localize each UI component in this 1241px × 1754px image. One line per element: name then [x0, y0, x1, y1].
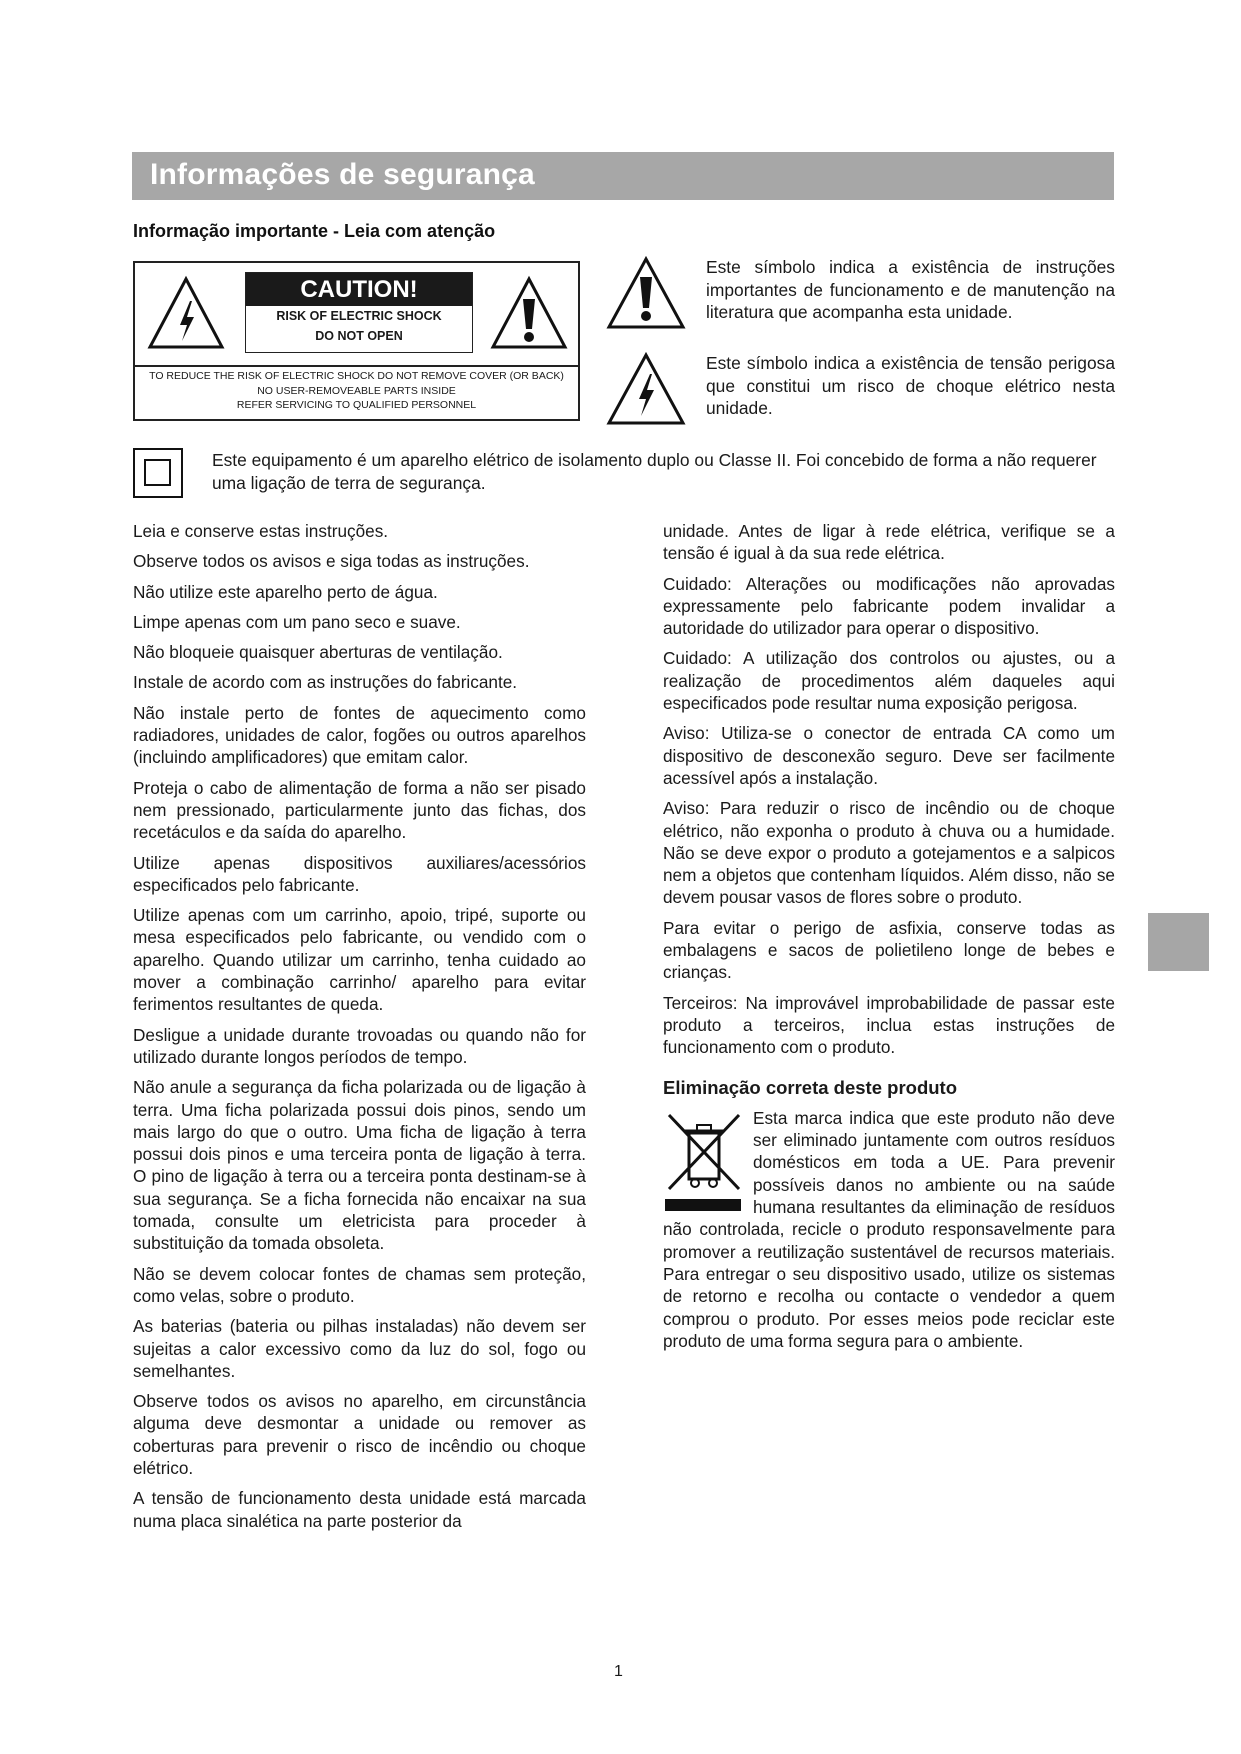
exclamation-triangle-icon	[606, 256, 686, 330]
disposal-paragraph	[663, 1107, 1115, 1352]
instruction-item: Aviso: Para reduzir o risco de incêndio ou de choque elétrico, não exponha o produto à chuva ou a humidade. Não se deve expor o produto a gotejamentos e a salpicos nem a objetos que contenham líquidos. Além disso, não se devem pousar vasos de flores sobre o produto.	[663, 798, 1115, 908]
page-number: 1	[614, 1663, 623, 1680]
instruction-item: Observe todos os avisos no aparelho, em circunstância alguma deve desmontar a unidade ou remover as coberturas para prevenir o risco de incêndio ou choque elétrico.	[133, 1391, 586, 1478]
caution-bottom-line-1: TO REDUCE THE RISK OF ELECTRIC SHOCK DO NOT REMOVE COVER (OR BACK)	[149, 370, 564, 382]
caution-bottom-line-2: NO USER-REMOVEABLE PARTS INSIDE	[257, 384, 456, 397]
class-ii-icon	[133, 448, 183, 498]
exclamation-symbol-description: Este símbolo indica a existência de instruções importantes de funcionamento e de manutenção na literatura que acompanha esta unidade.	[706, 257, 1115, 322]
caution-line-2: DO NOT OPEN	[315, 329, 403, 343]
instruction-item: Para evitar o perigo de asfixia, conserve todas as embalagens e sacos de polietileno longe de bebes e crianças.	[663, 917, 1115, 983]
instruction-item: Desligue a unidade durante trovoadas ou quando não for utilizado durante longos períodos de tempo.	[133, 1024, 586, 1067]
instruction-item: Não bloqueie quaisquer aberturas de ventilação.	[133, 642, 503, 663]
caution-line-1: RISK OF ELECTRIC SHOCK	[276, 309, 442, 323]
lightning-triangle-icon	[606, 352, 686, 426]
instruction-item: Observe todos os avisos e siga todas as instruções.	[133, 551, 530, 572]
divider	[135, 365, 578, 367]
instruction-item: Cuidado: A utilização dos controlos ou ajustes, ou a realização de procedimentos além daqueles aqui especificados pode resultar numa exposição perigosa.	[663, 648, 1115, 714]
exclamation-warning-icon	[489, 275, 569, 351]
instruction-item: Leia e conserve estas instruções.	[133, 521, 389, 541]
instruction-item: unidade. Antes de ligar à rede elétrica, verifique se a tensão é igual à da sua rede elétrica.	[663, 521, 1115, 564]
caution-text-block	[245, 272, 473, 353]
instruction-item: Não utilize este aparelho perto de água.	[133, 581, 438, 602]
instruction-item: Não se devem colocar fontes de chamas sem proteção, como velas, sobre o produto.	[133, 1263, 586, 1306]
lightning-symbol-description: Este símbolo indica a existência de tensão perigosa que constitui um risco de choque elétrico nesta unidade.	[706, 353, 1115, 418]
disposal-heading: Eliminação correta deste produto	[663, 1076, 958, 1098]
instruction-item: A tensão de funcionamento desta unidade está marcada numa placa sinalética na parte posterior da	[133, 1488, 586, 1531]
class-ii-description: Este equipamento é um aparelho elétrico de isolamento duplo ou Classe II. Foi concebido de forma a não requerer uma ligação de terra de segurança.	[212, 450, 1097, 493]
caution-bottom-line-3: REFER SERVICING TO QUALIFIED PERSONNEL	[236, 399, 477, 411]
caution-instructions	[135, 369, 578, 413]
instruction-item: Cuidado: Alterações ou modificações não aprovadas expressamente pelo fabricante podem invalidar a autoridade do utilizador para operar o dispositivo.	[663, 573, 1115, 639]
instruction-item: Utilize apenas dispositivos auxiliares/acessórios especificados pelo fabricante.	[133, 852, 586, 895]
instruction-item: As baterias (bateria ou pilhas instaladas) não devem ser sujeitas a calor excessivo como da luz do sol, fogo ou semelhantes.	[133, 1316, 586, 1381]
section-header	[132, 152, 1114, 200]
instruction-item: Aviso: Utiliza-se o conector de entrada CA como um dispositivo de desconexão seguro. Deve ser facilmente acessível após a instalação.	[663, 723, 1115, 788]
page-title: Informações de segurança	[150, 158, 535, 191]
side-tab-marker	[1148, 913, 1209, 971]
instruction-item: Não anule a segurança da ficha polarizada ou de ligação à terra. Uma ficha polarizada possui dois pinos, sendo um mais largo do que o outro. Uma ficha de ligação à terra possui dois pinos e uma terceira ponta de ligação à terra. O pino de ligação à terra ou a terceira ponta destinam-se à sua segurança. Se a ficha fornecida não encaixar na sua tomada, consulte um eletricista para proceder à substituição da tomada obsoleta.	[133, 1077, 586, 1254]
crossed-out-bin-icon	[663, 1107, 747, 1215]
instruction-item: Terceiros: Na improvável improbabilidade de passar este produto a terceiros, inclua estas instruções de funcionamento com o produto.	[663, 992, 1115, 1058]
instruction-item: Instale de acordo com as instruções do fabricante.	[133, 672, 518, 693]
instruction-item: Proteja o cabo de alimentação de forma a não ser pisado nem pressionado, particularmente junto das fichas, dos recetáculos e da saída do aparelho.	[133, 777, 586, 843]
left-column	[133, 520, 586, 1540]
lightning-warning-icon	[146, 275, 226, 351]
instruction-item: Limpe apenas com um pano seco e suave.	[133, 611, 461, 632]
caution-label	[133, 261, 580, 421]
instruction-item: Utilize apenas com um carrinho, apoio, tripé, suporte ou mesa especificados pelo fabricante, ou vendido com o aparelho. Quando utilizar um carrinho, tenha cuidado ao mover a combinação carrinho/ aparelho para evitar ferimentos resultantes de queda.	[133, 905, 586, 1015]
subtitle: Informação importante - Leia com atenção	[133, 221, 496, 241]
right-column	[663, 520, 1115, 1360]
disposal-text: Esta marca indica que este produto não deve ser eliminado juntamente com outros resíduos domésticos em toda a UE. Para prevenir possíveis danos no ambiente ou na saúde humana resultantes da eliminação de resíduos não controlada, recicle o produto responsavelmente para promover a reutilização sustentável de recursos materiais. Para entregar o seu dispositivo usado, utilize os sistemas de retorno e recolha ou contacte o vendedor a quem comprou o produto. Por esses meios pode reciclar este produto de uma forma segura para o ambiente.	[663, 1107, 1115, 1351]
instruction-item: Não instale perto de fontes de aquecimento como radiadores, unidades de calor, fogões ou outros aparelhos (incluindo amplificadores) que emitam calor.	[133, 702, 586, 768]
caution-title: CAUTION!	[246, 273, 472, 306]
